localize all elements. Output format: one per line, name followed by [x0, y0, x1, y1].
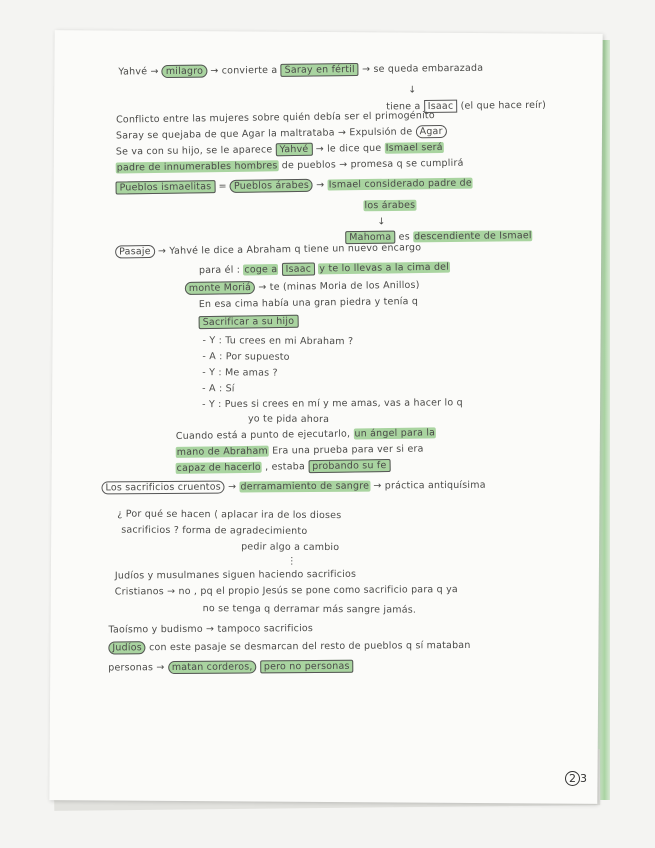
- note-line-22: yo te pida ahora: [247, 413, 330, 426]
- note-line-12: Pasaje → Yahvé le dice a Abraham q tiene un nuevo encargo: [115, 242, 421, 257]
- note-line-18: - A : Por supuesto: [202, 351, 290, 363]
- note-line-5: Saray se quejaba de que Agar la maltrataba → Expulsión de Agar: [116, 126, 447, 142]
- note-line-25: capaz de hacerlo , estaba probando su fe: [176, 460, 391, 474]
- note-line-15: En esa cima había una gran piedra y tenía q: [198, 296, 419, 311]
- note-line-35: Judíos con este pasaje se desmarcan del resto de pueblos q sí mataban: [108, 640, 470, 654]
- note-line-8: Pueblos ismaelitas = Pueblos árabes → Ismael considerado padre de: [116, 178, 473, 194]
- note-line-10: ↓: [377, 216, 386, 228]
- note-line-17: - Y : Tu crees en mi Abraham ?: [202, 335, 354, 348]
- note-line-30: ⋮: [286, 555, 297, 567]
- page-number: 2 3: [565, 772, 587, 785]
- note-line-21: - Y : Pues si crees en mí y me amas, vas a hacer lo q: [202, 397, 463, 411]
- note-line-13: para él : coge a Isaac y te lo llevas a la cima del: [198, 261, 450, 277]
- note-line-14: monte Moriá → te (minas Moria de los Anillos): [185, 280, 420, 294]
- note-line-29: pedir algo a cambio: [241, 541, 340, 554]
- note-line-11: Mahoma es descendiente de Ismael: [345, 230, 533, 243]
- note-line-7: padre de innumerables hombres de pueblos → promesa q se cumplirá: [116, 157, 464, 174]
- note-line-3: tiene a Isaac (el que hace reír): [386, 99, 547, 113]
- note-line-23: Cuando está a punto de ejecutarlo, un ángel para la: [175, 427, 436, 442]
- note-line-33: no se tenga q derramar más sangre jamás.: [202, 603, 417, 616]
- note-line-16: Sacrificar a su hijo: [199, 316, 299, 328]
- note-line-28: sacrificios ? forma de agradecimiento: [121, 524, 308, 537]
- note-line-36: personas → matan corderos, pero no personas: [108, 661, 353, 674]
- note-line-26: Los sacrificios cruentos → derramamiento de sangre → práctica antiquísima: [101, 480, 485, 494]
- note-line-1: Yahvé → milagro → convierte a Saray en fértil → se queda embarazada: [118, 62, 484, 78]
- note-line-19: - Y : Me amas ?: [202, 367, 278, 379]
- note-line-34: Taoísmo y budismo → tampoco sacrificios: [108, 623, 314, 636]
- note-line-27: ¿ Por qué se hacen ⟨ aplacar ira de los dioses: [117, 508, 342, 522]
- notebook-page: [49, 30, 602, 804]
- note-line-2: ↓: [408, 84, 417, 96]
- brace-glyph: ⟨: [213, 509, 218, 521]
- note-line-24: mano de Abraham Era una prueba para ver si era: [176, 443, 424, 458]
- note-line-32: Cristianos → no , pq el propio Jesús se pone como sacrificio para q ya: [114, 584, 458, 598]
- note-line-31: Judíos y musulmanes siguen haciendo sacrificios: [114, 568, 357, 582]
- note-line-20: - A : Sí: [202, 383, 235, 395]
- note-line-9: los árabes: [364, 199, 416, 212]
- note-line-4: Conflicto entre las mujeres sobre quién debía ser el primogénito: [115, 110, 435, 126]
- note-line-6: Se va con su hijo, se le aparece Yahvé → le dice que Ismael será: [115, 141, 443, 158]
